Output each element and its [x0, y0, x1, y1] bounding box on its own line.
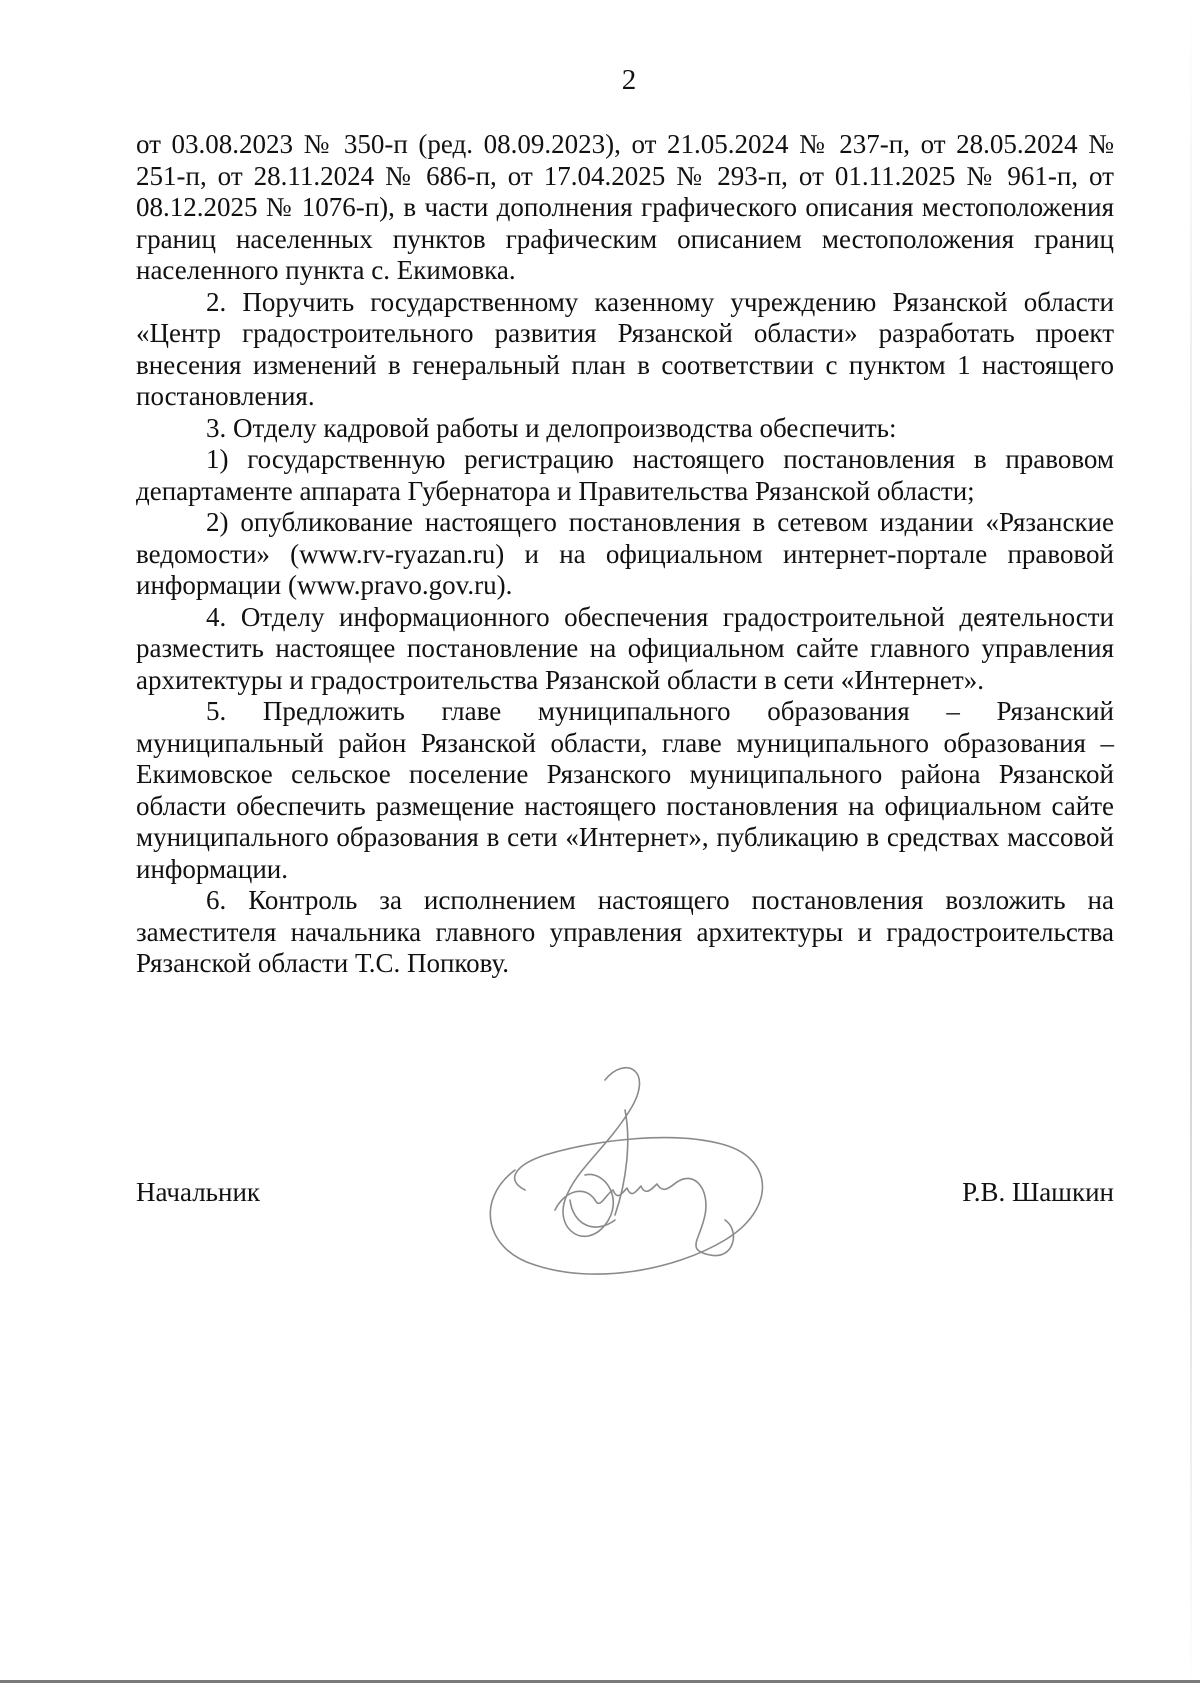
page-number: 2 [621, 64, 637, 96]
document-body [136, 129, 1114, 980]
paragraph-subitem-1: 1) государственную регистрацию настоящего постановления в правовом департаменте аппарата Губернатора и Правительства Рязанской области; [136, 444, 1114, 506]
signatory-title: Начальник [136, 1177, 261, 1207]
paragraph-item-2: 2. Поручить государственному казенному учреждению Рязанской области «Центр градостроительного развития Рязанской области» разработать проект внесения изменений в генеральный план в соответствии с пунктом 1 настоящего постановления. [136, 286, 1114, 411]
scan-bottom-edge [0, 1680, 1200, 1683]
paragraph-item-5: 5. Предложить главе муниципального образования – Рязанский муниципальный район Рязанской области, главе муниципального образования – Екимовское сельское поселение Рязанского муниципального района Рязанской области обеспечить размещение настоящего постановления на официальном сайте муниципального образования в сети «Интернет», публикацию в средствах массовой информации. [136, 696, 1114, 884]
paragraph-item-3: 3. Отделу кадровой работы и делопроизводства обеспечить: [206, 412, 897, 443]
paragraph-item-6: 6. Контроль за исполнением настоящего постановления возложить на заместителя начальника главного управления архитектуры и градостроительства Рязанской области Т.С. Попкову. [136, 885, 1114, 978]
scan-edge-shadow [1190, 0, 1192, 1697]
paragraph-continuation: от 03.08.2023 № 350-п (ред. 08.09.2023), от 21.05.2024 № 237-п, от 28.05.2024 № 251-п, от 28.11.2024 № 686-п, от 17.04.2025 № 293-п, от 01.11.2025 № 961-п, от 08.12.2025 № 1076-п), в части дополнения графического описания местоположения границ населенных пунктов графическим описанием местоположения границ населенного пункта с. Екимовка. [136, 129, 1114, 285]
paragraph-subitem-2: 2) опубликование настоящего постановления в сетевом издании «Рязанские ведомости» (www.rv-ryazan.ru) и на официальном интернет-портале правовой информации (www.pravo.gov.ru). [136, 507, 1114, 600]
signature-row [136, 1175, 1114, 1215]
signatory-name: Р.В. Шашкин [962, 1177, 1114, 1207]
paragraph-item-4: 4. Отделу информационного обеспечения градостроительной деятельности разместить настоящее постановление на официальном сайте главного управления архитектуры и градостроительства Рязанской области в сети «Интернет». [136, 601, 1114, 695]
